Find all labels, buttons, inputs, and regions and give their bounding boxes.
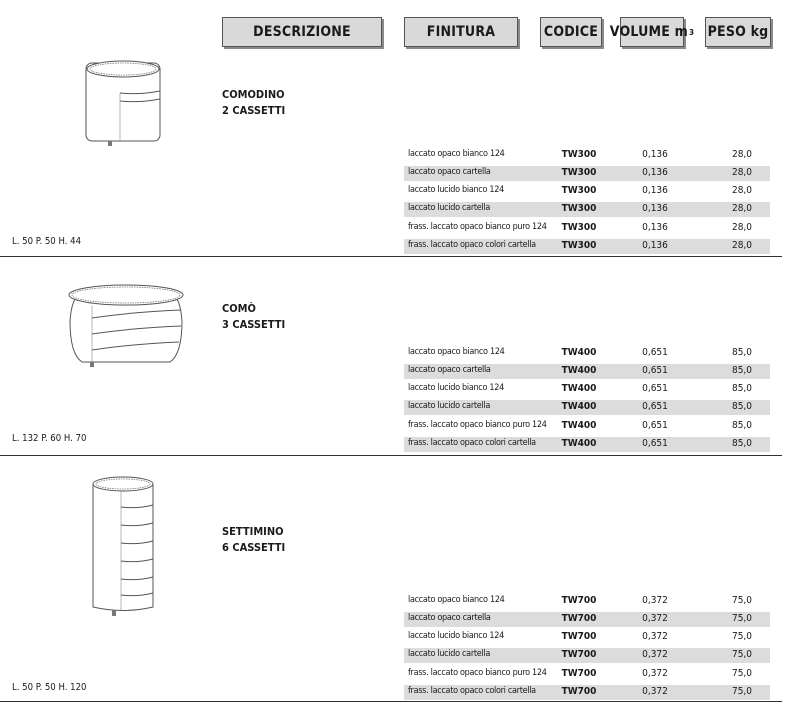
product-name-line1: COMODINO — [222, 88, 285, 101]
finitura-cell: frass. laccato opaco colori cartella — [408, 438, 536, 448]
dimensions-como: L. 132 P. 60 H. 70 — [12, 433, 87, 444]
finitura-cell: frass. laccato opaco bianco puro 124 — [408, 222, 547, 232]
table-row — [404, 400, 770, 415]
peso-cell: 28,0 — [731, 167, 753, 178]
codice-cell: TW300 — [561, 203, 597, 214]
finitura-cell: frass. laccato opaco colori cartella — [408, 686, 536, 696]
codice-cell: TW400 — [561, 420, 597, 431]
volume-cell: 0,372 — [642, 668, 668, 679]
volume-cell: 0,136 — [642, 222, 668, 233]
table-row — [404, 594, 770, 609]
product-name-comodino — [222, 87, 285, 119]
table-row — [404, 148, 770, 163]
codice-cell: TW700 — [561, 649, 597, 660]
peso-cell: 75,0 — [731, 668, 753, 679]
header-volume-label: VOLUME m — [609, 24, 688, 40]
section-divider — [0, 455, 782, 456]
product-name-line2: 3 CASSETTI — [222, 318, 286, 331]
product-name-line2: 2 CASSETTI — [222, 104, 286, 117]
volume-cell: 0,651 — [642, 365, 668, 376]
table-row — [404, 346, 770, 361]
finitura-cell: laccato opaco bianco 124 — [408, 149, 505, 159]
dimensions-comodino: L. 50 P. 50 H. 44 — [12, 236, 82, 247]
volume-cell: 0,372 — [642, 631, 668, 642]
finitura-cell: laccato opaco bianco 124 — [408, 347, 505, 357]
codice-cell: TW700 — [561, 595, 597, 606]
volume-cell: 0,372 — [642, 686, 668, 697]
codice-cell: TW400 — [561, 401, 597, 412]
table-row — [404, 630, 770, 645]
section-divider — [0, 256, 782, 257]
peso-cell: 75,0 — [731, 649, 753, 660]
header-peso — [705, 17, 771, 47]
finitura-cell: laccato lucido cartella — [408, 203, 490, 213]
table-row — [404, 382, 770, 397]
table-row — [404, 667, 770, 682]
volume-cell: 0,136 — [642, 240, 668, 251]
finitura-cell: laccato opaco cartella — [408, 613, 491, 623]
peso-cell: 75,0 — [731, 686, 753, 697]
header-volume — [609, 17, 695, 47]
codice-cell: TW700 — [561, 686, 597, 697]
volume-cell: 0,136 — [642, 203, 668, 214]
table-row — [404, 612, 770, 627]
codice-cell: TW400 — [561, 347, 597, 358]
codice-cell: TW700 — [561, 613, 597, 624]
finitura-cell: frass. laccato opaco bianco puro 124 — [408, 420, 547, 430]
codice-cell: TW400 — [561, 383, 597, 394]
table-row — [404, 166, 770, 181]
header-peso-label: PESO kg — [707, 24, 769, 40]
table-row — [404, 364, 770, 379]
como-drawing — [62, 276, 190, 371]
header-finitura-label: FINITURA — [426, 24, 496, 40]
table-row — [404, 437, 770, 452]
finitura-cell: frass. laccato opaco colori cartella — [408, 240, 536, 250]
settimino-drawing — [88, 472, 158, 620]
volume-cell: 0,651 — [642, 383, 668, 394]
table-row — [404, 239, 770, 254]
table-row — [404, 685, 770, 700]
peso-cell: 85,0 — [731, 438, 753, 449]
volume-cell: 0,651 — [642, 347, 668, 358]
codice-cell: TW300 — [561, 149, 597, 160]
product-name-line1: COMÒ — [222, 302, 256, 315]
table-row — [404, 648, 770, 663]
dimensions-settimino: L. 50 P. 50 H. 120 — [12, 682, 87, 693]
codice-cell: TW400 — [561, 365, 597, 376]
finitura-cell: laccato lucido bianco 124 — [408, 631, 504, 641]
peso-cell: 85,0 — [731, 365, 753, 376]
header-volume-superscript: 3 — [689, 27, 695, 37]
volume-cell: 0,372 — [642, 613, 668, 624]
volume-cell: 0,651 — [642, 438, 668, 449]
finitura-cell: laccato lucido bianco 124 — [408, 185, 504, 195]
volume-cell: 0,372 — [642, 595, 668, 606]
comodino-drawing — [80, 55, 166, 150]
codice-cell: TW300 — [561, 222, 597, 233]
header-codice — [540, 17, 602, 47]
volume-cell: 0,372 — [642, 649, 668, 660]
section-divider — [0, 701, 782, 702]
finitura-cell: laccato opaco cartella — [408, 167, 491, 177]
peso-cell: 28,0 — [731, 149, 753, 160]
peso-cell: 28,0 — [731, 222, 753, 233]
peso-cell: 75,0 — [731, 631, 753, 642]
header-descrizione-label: DESCRIZIONE — [253, 24, 351, 40]
peso-cell: 28,0 — [731, 203, 753, 214]
codice-cell: TW300 — [561, 185, 597, 196]
codice-cell: TW300 — [561, 240, 597, 251]
codice-cell: TW700 — [561, 631, 597, 642]
finitura-cell: laccato lucido cartella — [408, 649, 490, 659]
table-row — [404, 419, 770, 434]
volume-cell: 0,651 — [642, 420, 668, 431]
volume-cell: 0,651 — [642, 401, 668, 412]
volume-cell: 0,136 — [642, 149, 668, 160]
table-row — [404, 221, 770, 236]
peso-cell: 85,0 — [731, 383, 753, 394]
volume-cell: 0,136 — [642, 167, 668, 178]
finitura-cell: laccato opaco cartella — [408, 365, 491, 375]
finitura-cell: laccato lucido bianco 124 — [408, 383, 504, 393]
codice-cell: TW300 — [561, 167, 597, 178]
peso-cell: 28,0 — [731, 185, 753, 196]
header-finitura — [404, 17, 518, 47]
product-name-line2: 6 CASSETTI — [222, 541, 286, 554]
peso-cell: 75,0 — [731, 595, 753, 606]
product-name-como — [222, 301, 285, 333]
peso-cell: 85,0 — [731, 420, 753, 431]
peso-cell: 85,0 — [731, 401, 753, 412]
peso-cell: 75,0 — [731, 613, 753, 624]
volume-cell: 0,136 — [642, 185, 668, 196]
finitura-cell: laccato lucido cartella — [408, 401, 490, 411]
product-name-line1: SETTIMINO — [222, 525, 284, 538]
product-name-settimino — [222, 524, 285, 556]
header-descrizione — [222, 17, 382, 47]
codice-cell: TW400 — [561, 438, 597, 449]
finitura-cell: frass. laccato opaco bianco puro 124 — [408, 668, 547, 678]
header-codice-label: CODICE — [543, 24, 599, 40]
peso-cell: 85,0 — [731, 347, 753, 358]
peso-cell: 28,0 — [731, 240, 753, 251]
codice-cell: TW700 — [561, 668, 597, 679]
finitura-cell: laccato opaco bianco 124 — [408, 595, 505, 605]
table-row — [404, 202, 770, 217]
table-row — [404, 184, 770, 199]
